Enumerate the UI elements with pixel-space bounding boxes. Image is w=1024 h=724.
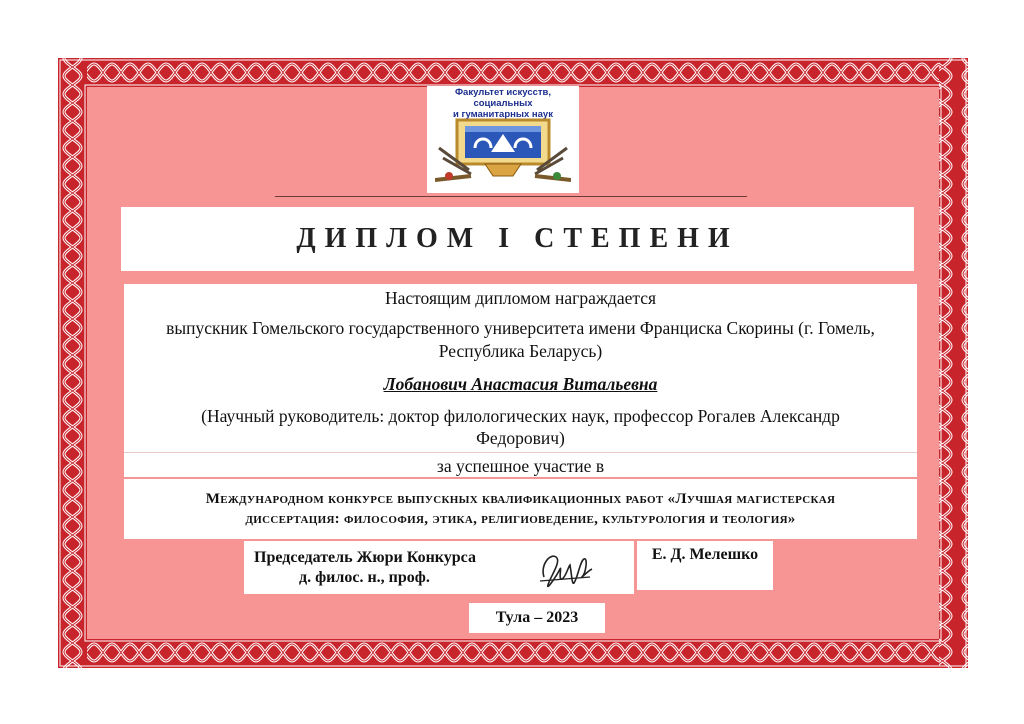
contest-name-line2: диссертация: философия, этика, религиоведение, культурология и теология» bbox=[245, 511, 796, 527]
handwritten-signature bbox=[536, 547, 596, 591]
signatory-name-panel bbox=[637, 541, 773, 590]
supervisor-line2: Федорович) bbox=[476, 428, 565, 448]
jury-role-line2: д. филос. н., проф. bbox=[299, 569, 430, 586]
awardee-description-line2: Республика Беларусь) bbox=[438, 341, 603, 361]
diploma-title: ДИПЛОМ I СТЕПЕНИ bbox=[296, 223, 739, 254]
supervisor-line1: (Научный руководитель: доктор филологических наук, профессор Рогалев Александр bbox=[201, 406, 840, 426]
logo-text-line1: Факультет искусств, социальных bbox=[454, 87, 552, 109]
awardee-name: Лобанович Анастасия Витальевна bbox=[383, 374, 658, 394]
for-participation-text: за успешное участие в bbox=[436, 456, 605, 476]
awardee-description-line1: выпускник Гомельского государственного университета имени Франциска Скорины (г. Гомель, bbox=[166, 318, 875, 338]
logo-emblem-icon bbox=[435, 118, 571, 190]
title-panel bbox=[121, 207, 914, 271]
body-separator bbox=[124, 452, 917, 453]
jury-role-line1: Председатель Жюри Конкурса bbox=[254, 549, 476, 566]
contest-panel bbox=[124, 479, 917, 539]
jury-chair-panel bbox=[244, 541, 634, 594]
faculty-logo bbox=[427, 86, 579, 193]
city-year: Тула – 2023 bbox=[495, 609, 579, 626]
logo-text-line2: и гуманитарных наук bbox=[453, 109, 553, 120]
divider-line bbox=[275, 196, 747, 197]
contest-name-line1: Международном конкурсе выпускных квалификационных работ «Лучшая магистерская bbox=[205, 491, 836, 507]
awarded-intro: Настоящим дипломом награждается bbox=[384, 288, 657, 308]
signatory-name: Е. Д. Мелешко bbox=[651, 546, 759, 563]
city-year-panel bbox=[469, 603, 605, 633]
award-text-panel bbox=[124, 284, 917, 477]
